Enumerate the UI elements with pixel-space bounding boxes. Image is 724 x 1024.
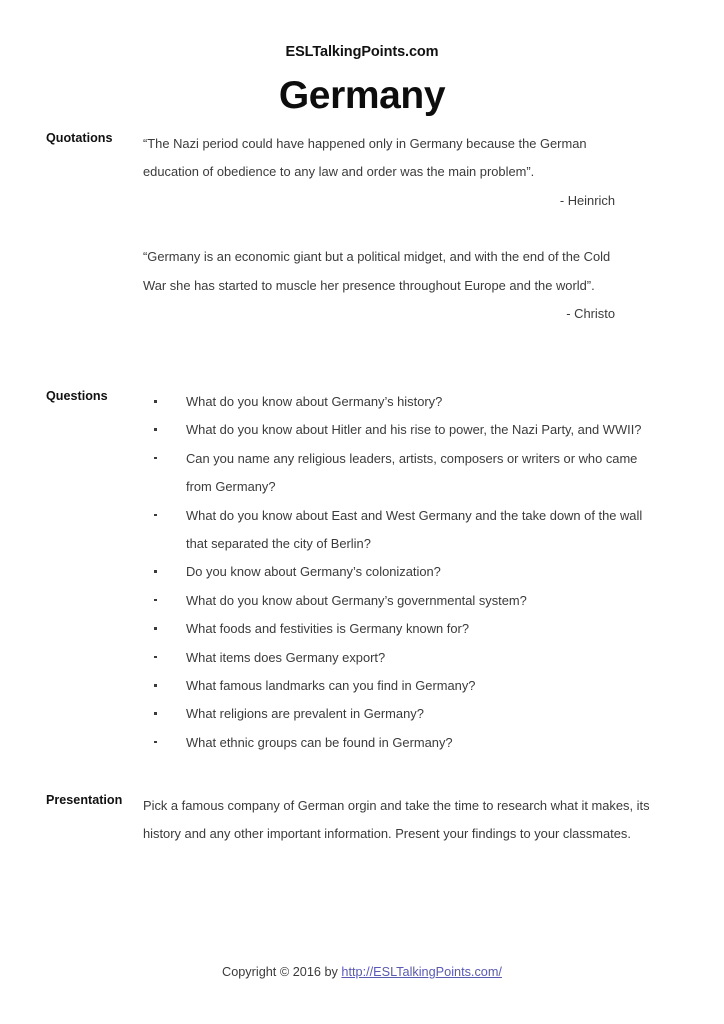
bullet-icon xyxy=(154,599,157,602)
section-presentation xyxy=(46,792,678,849)
quotations-body xyxy=(143,130,678,328)
list-item xyxy=(143,445,653,502)
bullet-icon xyxy=(154,684,157,687)
presentation-text: Pick a famous company of German orgin and take the time to research what it makes, its history and any other important information. Present your findings to your classmates. xyxy=(143,798,650,842)
bullet-icon xyxy=(154,741,157,744)
list-item xyxy=(143,615,653,643)
quotation-text: “The Nazi period could have happened only in Germany because the German education of obedience to any law and order was the main problem”. xyxy=(143,136,587,180)
question-text: What do you know about Germany’s history? xyxy=(186,394,443,409)
bullet-icon xyxy=(154,400,157,403)
section-questions xyxy=(46,388,678,757)
bullet-icon xyxy=(154,656,157,659)
bullet-icon xyxy=(154,428,157,431)
question-text: What do you know about Hitler and his rise to power, the Nazi Party, and WWII? xyxy=(186,422,642,438)
quotation-attribution: - Heinrich xyxy=(559,192,615,208)
list-item xyxy=(143,700,653,728)
question-text: Do you know about Germany’s colonization? xyxy=(186,564,441,580)
bullet-icon xyxy=(154,712,157,715)
question-text: What foods and festivities is Germany known for? xyxy=(186,621,470,637)
bullet-icon xyxy=(154,457,157,460)
quotation-spacer xyxy=(143,215,678,243)
bullet-icon xyxy=(154,627,157,630)
quotation-item xyxy=(143,130,623,215)
section-label-quotations: Quotations xyxy=(46,131,113,145)
list-item xyxy=(143,558,653,586)
question-text: What famous landmarks can you find in Germany? xyxy=(186,678,476,694)
questions-body xyxy=(143,388,678,757)
section-quotations xyxy=(46,130,678,328)
questions-list xyxy=(143,388,653,757)
question-text: What religions are prevalent in Germany? xyxy=(186,706,424,722)
page-title: Germany xyxy=(278,74,446,117)
list-item xyxy=(143,587,653,615)
site-name: ESLTalkingPoints.com xyxy=(285,44,439,60)
quotation-attribution: - Christo xyxy=(566,306,615,322)
question-text: Can you name any religious leaders, artists, composers or writers or who came from Germany? xyxy=(186,450,638,495)
list-item xyxy=(143,388,653,416)
section-label-presentation: Presentation xyxy=(46,793,123,807)
question-text: What ethnic groups can be found in Germany? xyxy=(186,734,453,750)
list-item xyxy=(143,416,653,444)
section-label-questions: Questions xyxy=(46,389,108,403)
list-item xyxy=(143,502,653,559)
quotation-item xyxy=(143,243,623,328)
list-item xyxy=(143,644,653,672)
question-text: What do you know about Germany’s governmental system? xyxy=(186,592,527,608)
copyright-text: Copyright © 2016 by xyxy=(222,965,342,979)
question-text: What items does Germany export? xyxy=(186,649,386,665)
footer xyxy=(0,963,724,981)
list-item xyxy=(143,672,653,700)
website-link[interactable]: http://ESLTalkingPoints.com/ xyxy=(341,965,502,979)
list-item xyxy=(143,729,653,757)
bullet-icon xyxy=(154,514,157,517)
quotation-text: “Germany is an economic giant but a political midget, and with the end of the Cold War she has started to muscle her presence throughout Europe and the world”. xyxy=(143,249,611,293)
question-text: What do you know about East and West Germany and the take down of the wall that separated the city of Berlin? xyxy=(186,507,643,552)
bullet-icon xyxy=(154,570,157,573)
